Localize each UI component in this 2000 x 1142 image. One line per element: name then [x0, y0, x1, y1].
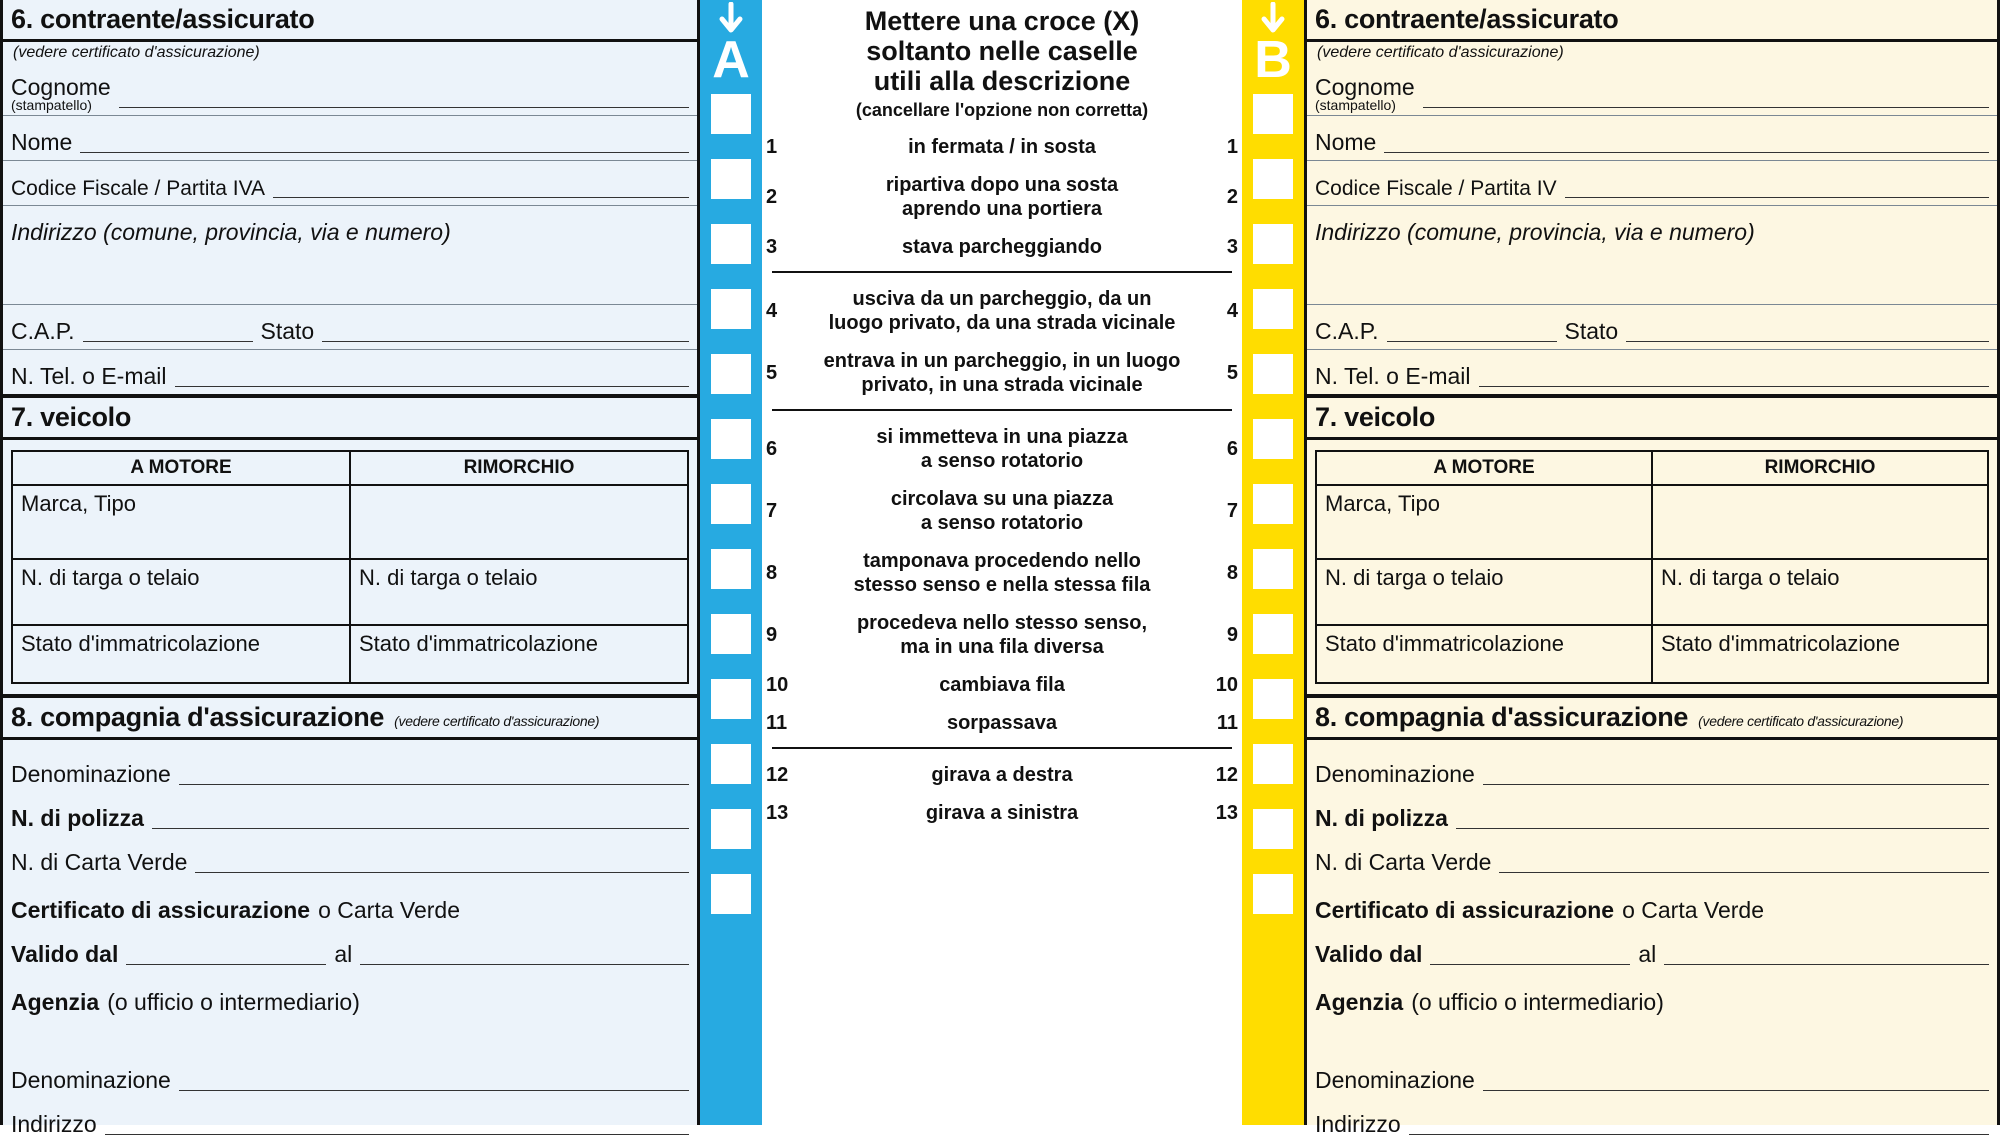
checkbox-a-13[interactable] [711, 874, 751, 914]
spacer-a [3, 1020, 697, 1054]
section-6-note-b: (vedere certificato d'assicurazione) [1317, 44, 1564, 61]
vehicle-imm-rimorchio-b[interactable]: Stato d'immatricolazione [1653, 624, 1987, 682]
circumstance-text: stava parcheggiando [901, 236, 1103, 258]
vehicle-targa-rimorchio-b[interactable]: N. di targa o telaio [1653, 558, 1987, 624]
field-nome-a[interactable] [3, 116, 697, 161]
circumstance-row [762, 549, 1242, 597]
circumstance-number-left: 2 [766, 185, 778, 208]
circumstance-row [762, 349, 1242, 397]
vehicle-imm-rimorchio-a[interactable]: Stato d'immatricolazione [351, 624, 687, 682]
nome-input-a[interactable] [80, 132, 689, 153]
checkbox-a-1[interactable] [711, 94, 751, 134]
circumstance-text: entrava in un parcheggio, in un luogo privato, in una strada vicinale [823, 350, 1181, 396]
circumstance-number-right: 8 [1226, 561, 1238, 584]
label-carta-verde-b: N. di Carta Verde [1315, 849, 1492, 875]
label-nome-b: Nome [1315, 129, 1377, 155]
checkbox-b-5[interactable] [1253, 354, 1293, 394]
label-telefono-b: N. Tel. o E-mail [1315, 363, 1471, 389]
circumstance-number-right: 6 [1226, 437, 1238, 460]
circumstance-number-right: 11 [1216, 711, 1238, 734]
checkbox-a-4[interactable] [711, 289, 751, 329]
center-column [762, 0, 1242, 1125]
circumstance-text: usciva da un parcheggio, da un luogo privato, da una strada vicinale [828, 288, 1176, 334]
vehicle-row-targa-a[interactable] [13, 558, 687, 624]
label-indirizzo2-a: Indirizzo [11, 1111, 97, 1137]
center-title-line3: utili alla descrizione [873, 66, 1131, 96]
section-8-header-a [3, 694, 697, 740]
vehicle-table-head-b [1317, 452, 1987, 486]
checkbox-a-11[interactable] [711, 744, 751, 784]
polizza-input-a[interactable] [152, 808, 689, 829]
field-indirizzo2-a[interactable] [3, 1098, 697, 1142]
section-7-header-b [1307, 394, 1997, 440]
cognome-input-b[interactable] [1423, 87, 1989, 108]
indirizzo-input-a[interactable] [3, 250, 697, 305]
vehicle-targa-motore-a[interactable]: N. di targa o telaio [13, 558, 351, 624]
vehicle-imm-motore-a[interactable]: Stato d'immatricolazione [13, 624, 351, 682]
circumstance-row [762, 173, 1242, 221]
label-telefono-a: N. Tel. o E-mail [11, 363, 167, 389]
circumstance-number-left: 5 [766, 361, 778, 384]
label-certificato-a: Certificato di assicurazione [11, 897, 311, 923]
label-cognome-a [11, 74, 111, 111]
checkbox-a-9[interactable] [711, 614, 751, 654]
circumstance-text: si immetteva in una piazza a senso rotatorio [876, 426, 1128, 472]
label-indirizzo2-b: Indirizzo [1315, 1111, 1401, 1137]
valido-dal-input-a[interactable] [126, 944, 326, 965]
vehicle-imm-motore-b[interactable]: Stato d'immatricolazione [1317, 624, 1653, 682]
label-denominazione-b: Denominazione [1315, 761, 1475, 787]
field-telefono-b[interactable] [1307, 350, 1997, 394]
circumstances-list [762, 135, 1242, 825]
field-carta-verde-a[interactable] [3, 836, 697, 880]
polizza-input-b[interactable] [1456, 808, 1989, 829]
checkbox-a-7[interactable] [711, 484, 751, 524]
checkbox-b-12[interactable] [1253, 809, 1293, 849]
circumstance-row [762, 673, 1242, 697]
checkbox-b-7[interactable] [1253, 484, 1293, 524]
cap-input-a[interactable] [83, 321, 253, 342]
circumstance-divider [772, 747, 1232, 749]
label-stato-a: Stato [260, 318, 315, 344]
checkbox-a-3[interactable] [711, 224, 751, 264]
vehicle-row-marca-b[interactable] [1317, 486, 1987, 558]
field-cap-stato-a[interactable] [3, 305, 697, 350]
circumstance-text: girava a sinistra [925, 802, 1079, 824]
circumstance-row [762, 611, 1242, 659]
label-al-a: al [334, 941, 353, 967]
label-agenzia-b: Agenzia [1315, 989, 1404, 1015]
circumstance-number-right: 7 [1226, 499, 1238, 522]
field-agenzia-a [3, 972, 697, 1020]
circumstance-divider [772, 271, 1232, 273]
label-agenzia-rest-b: (o ufficio o intermediario) [1411, 989, 1664, 1015]
field-certificato-b [1307, 880, 1997, 928]
spacer-b [1307, 1020, 1997, 1054]
label-agenzia-a: Agenzia [11, 989, 100, 1015]
denominazione2-input-a[interactable] [179, 1070, 689, 1091]
label-denominazione2-a: Denominazione [11, 1067, 171, 1093]
field-telefono-a[interactable] [3, 350, 697, 394]
vehicle-col-motore-b: A MOTORE [1317, 452, 1653, 486]
circumstance-number-left: 3 [766, 235, 778, 258]
checkbox-b-10[interactable] [1253, 679, 1293, 719]
section-8-header-b [1307, 694, 1997, 740]
label-codice-fiscale-b: Codice Fiscale / Partita IV [1315, 177, 1557, 200]
vehicle-table-a [11, 450, 689, 684]
center-title [762, 6, 1242, 96]
section-7-header-a [3, 394, 697, 440]
field-validita-b[interactable] [1307, 928, 1997, 972]
checkbox-a-12[interactable] [711, 809, 751, 849]
carta-verde-input-b[interactable] [1499, 852, 1989, 873]
checkbox-strip-b [1242, 0, 1304, 1125]
telefono-input-b[interactable] [1479, 366, 1989, 387]
circumstance-text: circolava su una piazza a senso rotatorio [890, 488, 1114, 534]
label-denominazione-a: Denominazione [11, 761, 171, 787]
label-polizza-b: N. di polizza [1315, 805, 1448, 831]
label-valido-dal-b: Valido dal [1315, 941, 1423, 967]
checkbox-b-2[interactable] [1253, 159, 1293, 199]
field-polizza-b[interactable] [1307, 792, 1997, 836]
cap-input-b[interactable] [1387, 321, 1557, 342]
circumstance-row [762, 711, 1242, 735]
circumstance-number-left: 1 [766, 135, 778, 158]
vehicle-table-b [1315, 450, 1989, 684]
section-8-note-a: (vedere certificato d'assicurazione) [394, 713, 600, 729]
checkbox-b-8[interactable] [1253, 549, 1293, 589]
denominazione-input-a[interactable] [179, 764, 689, 785]
field-validita-a[interactable] [3, 928, 697, 972]
nome-input-b[interactable] [1384, 132, 1989, 153]
valido-al-input-a[interactable] [360, 944, 689, 965]
checkbox-a-5[interactable] [711, 354, 751, 394]
circumstance-row [762, 287, 1242, 335]
label-denominazione2-b: Denominazione [1315, 1067, 1475, 1093]
circumstance-row [762, 763, 1242, 787]
field-indirizzo2-b[interactable] [1307, 1098, 1997, 1142]
field-indirizzo-a[interactable] [3, 206, 697, 250]
circumstance-number-right: 9 [1226, 623, 1238, 646]
denominazione2-input-b[interactable] [1483, 1070, 1989, 1091]
vehicle-row-marca-a[interactable] [13, 486, 687, 558]
center-title-line1: Mettere una croce (X) [864, 6, 1140, 36]
telefono-input-a[interactable] [175, 366, 689, 387]
center-subtitle: (cancellare l'opzione non corretta) [855, 100, 1149, 120]
label-cognome-text-a: Cognome [11, 74, 111, 100]
vehicle-marca-rimorchio-b[interactable] [1653, 486, 1987, 558]
circumstance-row [762, 487, 1242, 535]
circumstance-number-left: 4 [766, 299, 778, 322]
circumstance-divider [772, 409, 1232, 411]
circumstance-number-right: 4 [1226, 299, 1238, 322]
label-stato-b: Stato [1564, 318, 1619, 344]
circumstance-row [762, 801, 1242, 825]
checkbox-b-6[interactable] [1253, 419, 1293, 459]
vehicle-targa-rimorchio-a[interactable]: N. di targa o telaio [351, 558, 687, 624]
label-al-b: al [1638, 941, 1657, 967]
vehicle-marca-a[interactable]: Marca, Tipo [13, 486, 351, 558]
codice-fiscale-input-a[interactable] [273, 177, 689, 198]
circumstance-text: procedeva nello stesso senso, ma in una fila diversa [856, 612, 1148, 658]
checkbox-b-3[interactable] [1253, 224, 1293, 264]
checkbox-b-9[interactable] [1253, 614, 1293, 654]
label-cognome-sub-a: (stampatello) [11, 97, 92, 113]
carta-verde-input-a[interactable] [195, 852, 689, 873]
circumstance-row [762, 135, 1242, 159]
circumstance-text: girava a destra [931, 764, 1073, 786]
vehicle-col-motore-a: A MOTORE [13, 452, 351, 486]
circumstance-number-right: 5 [1226, 361, 1238, 384]
field-cognome-b[interactable] [1307, 68, 1997, 116]
checkbox-b-13[interactable] [1253, 874, 1293, 914]
circumstance-number-left: 6 [766, 437, 778, 460]
vehicle-targa-motore-b[interactable]: N. di targa o telaio [1317, 558, 1653, 624]
label-cap-b: C.A.P. [1315, 318, 1379, 344]
circumstance-number-left: 12 [766, 763, 789, 786]
section-8-title-a: 8. compagnia d'assicurazione [11, 702, 385, 732]
label-certificato-b: Certificato di assicurazione [1315, 897, 1615, 923]
section-6-header-a [3, 0, 697, 42]
label-valido-dal-a: Valido dal [11, 941, 119, 967]
field-cognome-a[interactable] [3, 68, 697, 116]
label-carta-verde-a: N. di Carta Verde [11, 849, 188, 875]
section-6-title-a: 6. contraente/assicurato [11, 4, 315, 34]
section-6-title-b: 6. contraente/assicurato [1315, 4, 1619, 34]
vehicle-row-immatricolazione-a[interactable] [13, 624, 687, 682]
vehicle-marca-b[interactable]: Marca, Tipo [1317, 486, 1653, 558]
checkbox-a-8[interactable] [711, 549, 751, 589]
field-cap-stato-b[interactable] [1307, 305, 1997, 350]
circumstance-number-right: 10 [1215, 673, 1238, 696]
field-indirizzo-b[interactable] [1307, 206, 1997, 250]
circumstance-text: in fermata / in sosta [908, 136, 1096, 158]
section-7-title-a: 7. veicolo [11, 402, 132, 432]
label-cognome-sub-b: (stampatello) [1315, 97, 1396, 113]
circumstance-number-right: 2 [1226, 185, 1238, 208]
stato-input-b[interactable] [1626, 321, 1989, 342]
field-denominazione2-b[interactable] [1307, 1054, 1997, 1098]
section-7-title-b: 7. veicolo [1315, 402, 1436, 432]
section-8-title-b: 8. compagnia d'assicurazione [1315, 702, 1689, 732]
label-certificato-rest-a: o Carta Verde [318, 897, 461, 923]
field-denominazione-b[interactable] [1307, 740, 1997, 792]
section-8-note-b: (vedere certificato d'assicurazione) [1698, 713, 1904, 729]
center-title-line2: soltanto nelle caselle [866, 36, 1138, 66]
field-polizza-a[interactable] [3, 792, 697, 836]
checkbox-a-2[interactable] [711, 159, 751, 199]
field-carta-verde-b[interactable] [1307, 836, 1997, 880]
circumstance-number-left: 8 [766, 561, 778, 584]
label-nome-a: Nome [11, 129, 73, 155]
circumstance-number-left: 9 [766, 623, 778, 646]
field-codice-fiscale-a[interactable] [3, 161, 697, 206]
checkbox-a-6[interactable] [711, 419, 751, 459]
vehicle-table-head-a [13, 452, 687, 486]
vehicle-row-immatricolazione-b[interactable] [1317, 624, 1987, 682]
circumstance-row [762, 235, 1242, 259]
circumstance-text: ripartiva dopo una sosta aprendo una portiera [885, 174, 1119, 220]
label-indirizzo-a: Indirizzo (comune, provincia, via e numero) [11, 219, 451, 245]
cognome-input-a[interactable] [119, 87, 689, 108]
panel-b [1304, 0, 2000, 1137]
label-cognome-text-b: Cognome [1315, 74, 1415, 100]
indirizzo-input-b[interactable] [1307, 250, 1997, 305]
circumstance-number-right: 1 [1226, 135, 1238, 158]
label-cognome-b [1315, 74, 1415, 111]
checkbox-strip-a [700, 0, 762, 1125]
field-denominazione-a[interactable] [3, 740, 697, 792]
vehicle-col-rimorchio-a: RIMORCHIO [351, 452, 687, 486]
label-agenzia-rest-a: (o ufficio o intermediario) [107, 989, 360, 1015]
circumstance-text: tamponava procedendo nello stesso senso e nella stessa fila [853, 550, 1151, 596]
checkbox-b-1[interactable] [1253, 94, 1293, 134]
field-nome-b[interactable] [1307, 116, 1997, 161]
label-codice-fiscale-a: Codice Fiscale / Partita IVA [11, 177, 266, 200]
denominazione-input-b[interactable] [1483, 764, 1989, 785]
valido-dal-input-b[interactable] [1430, 944, 1630, 965]
checkbox-b-4[interactable] [1253, 289, 1293, 329]
label-polizza-a: N. di polizza [11, 805, 144, 831]
vehicle-marca-rimorchio-a[interactable] [351, 486, 687, 558]
circumstance-number-left: 10 [766, 673, 789, 696]
field-agenzia-b [1307, 972, 1997, 1020]
section-6-header-b [1307, 0, 1997, 42]
field-certificato-a [3, 880, 697, 928]
circumstance-text: cambiava fila [939, 674, 1065, 696]
checkbox-a-10[interactable] [711, 679, 751, 719]
circumstance-row [762, 425, 1242, 473]
label-certificato-rest-b: o Carta Verde [1622, 897, 1765, 923]
field-codice-fiscale-b[interactable] [1307, 161, 1997, 206]
panel-a [0, 0, 700, 1137]
circumstance-number-right: 13 [1215, 801, 1238, 824]
circumstance-text: sorpassava [946, 712, 1058, 734]
label-cap-a: C.A.P. [11, 318, 75, 344]
checkbox-b-11[interactable] [1253, 744, 1293, 784]
field-denominazione2-a[interactable] [3, 1054, 697, 1098]
circumstance-number-right: 12 [1215, 763, 1238, 786]
vehicle-col-rimorchio-b: RIMORCHIO [1653, 452, 1987, 486]
strip-letter-b: B [1254, 31, 1292, 89]
codice-fiscale-input-b[interactable] [1565, 177, 1989, 198]
label-indirizzo-b: Indirizzo (comune, provincia, via e numero) [1315, 219, 1755, 245]
valido-al-input-b[interactable] [1664, 944, 1989, 965]
section-6-note-a: (vedere certificato d'assicurazione) [13, 44, 260, 61]
strip-letter-a: A [712, 31, 750, 89]
stato-input-a[interactable] [322, 321, 689, 342]
circumstance-number-left: 11 [766, 711, 788, 734]
vehicle-row-targa-b[interactable] [1317, 558, 1987, 624]
circumstance-number-left: 13 [766, 801, 789, 824]
circumstance-number-right: 3 [1226, 235, 1238, 258]
circumstance-number-left: 7 [766, 499, 778, 522]
